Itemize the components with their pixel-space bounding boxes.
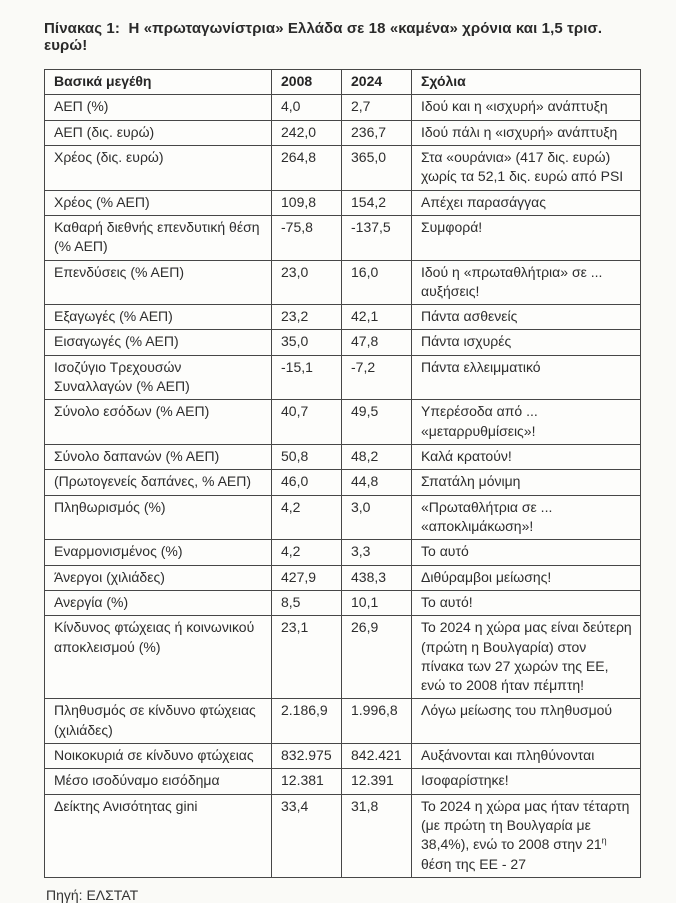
comment-cell: Το αυτό! — [412, 590, 641, 615]
comment-cell: Πάντα ασθενείς — [412, 305, 641, 330]
comment-text-superscript: η — [601, 835, 607, 846]
table-title: Πίνακας 1: Η «πρωταγωνίστρια» Ελλάδα σε 18 «καμένα» χρόνια και 1,5 τρισ. ευρώ! — [44, 20, 607, 54]
comment-text: θέση της ΕΕ - 27 — [421, 855, 526, 872]
metric-label-cell: Χρέος (δις. ευρώ) — [45, 145, 272, 190]
value-2024-cell: 12.391 — [342, 769, 412, 794]
metric-label-cell: (Πρωτογενείς δαπάνες, % ΑΕΠ) — [45, 470, 272, 495]
table-row — [45, 616, 641, 699]
column-header-metrics: Βασικά μεγέθη — [45, 70, 272, 95]
comment-cell: Σπατάλη μόνιμη — [412, 470, 641, 495]
table-row — [45, 445, 641, 470]
comment-cell: Ιδού η «πρωταθλήτρια» σε ... αυξήσεις! — [412, 260, 641, 305]
table-row — [45, 145, 641, 190]
value-2024-cell: 3,3 — [342, 540, 412, 565]
comment-cell — [412, 794, 641, 877]
table-row — [45, 769, 641, 794]
column-header-2024: 2024 — [342, 70, 412, 95]
value-2008-cell: 2.186,9 — [272, 699, 342, 744]
value-2008-cell: 23,2 — [272, 305, 342, 330]
table-row — [45, 699, 641, 744]
value-2008-cell: 33,4 — [272, 794, 342, 877]
value-2024-cell: 26,9 — [342, 616, 412, 699]
value-2024-cell: -7,2 — [342, 355, 412, 400]
value-2008-cell: 4,2 — [272, 495, 342, 540]
metric-label-cell: Εναρμονισμένος (%) — [45, 540, 272, 565]
value-2008-cell: 23,0 — [272, 260, 342, 305]
table-row — [45, 540, 641, 565]
value-2024-cell: 2,7 — [342, 95, 412, 120]
metric-label-cell: Άνεργοι (χιλιάδες) — [45, 565, 272, 590]
comment-cell: Υπερέσοδα από ... «μεταρρυθμίσεις»! — [412, 400, 641, 445]
value-2008-cell: 4,2 — [272, 540, 342, 565]
value-2024-cell: 154,2 — [342, 190, 412, 215]
metric-label-cell: ΑΕΠ (%) — [45, 95, 272, 120]
table-row — [45, 590, 641, 615]
metric-label-cell: ΑΕΠ (δις. ευρώ) — [45, 120, 272, 145]
table-body — [45, 95, 641, 878]
value-2024-cell: 1.996,8 — [342, 699, 412, 744]
metric-label-cell: Πληθωρισμός (%) — [45, 495, 272, 540]
table-row — [45, 400, 641, 445]
value-2024-cell: -137,5 — [342, 215, 412, 260]
metric-label-cell: Χρέος (% ΑΕΠ) — [45, 190, 272, 215]
table-row — [45, 470, 641, 495]
comment-cell: Αυξάνονται και πληθύνονται — [412, 744, 641, 769]
value-2024-cell: 31,8 — [342, 794, 412, 877]
metric-label-cell: Σύνολο εσόδων (% ΑΕΠ) — [45, 400, 272, 445]
value-2008-cell: 242,0 — [272, 120, 342, 145]
value-2008-cell: 46,0 — [272, 470, 342, 495]
table-row — [45, 794, 641, 877]
metric-label-cell: Σύνολο δαπανών (% ΑΕΠ) — [45, 445, 272, 470]
table-row — [45, 495, 641, 540]
comment-cell: Ιδού πάλι η «ισχυρή» ανάπτυξη — [412, 120, 641, 145]
value-2024-cell: 438,3 — [342, 565, 412, 590]
comment-cell: Το αυτό — [412, 540, 641, 565]
comment-cell: Ισοφαρίστηκε! — [412, 769, 641, 794]
value-2024-cell: 842.421 — [342, 744, 412, 769]
table-row — [45, 95, 641, 120]
metric-label-cell: Πληθυσμός σε κίνδυνο φτώχειας (χιλιάδες) — [45, 699, 272, 744]
metric-label-cell: Δείκτης Ανισότητας gini — [45, 794, 272, 877]
value-2008-cell: 832.975 — [272, 744, 342, 769]
table-row — [45, 330, 641, 355]
metric-label-cell: Εισαγωγές (% ΑΕΠ) — [45, 330, 272, 355]
table-row — [45, 190, 641, 215]
metric-label-cell: Καθαρή διεθνής επενδυτική θέση (% ΑΕΠ) — [45, 215, 272, 260]
value-2024-cell: 47,8 — [342, 330, 412, 355]
value-2024-cell: 48,2 — [342, 445, 412, 470]
value-2024-cell: 3,0 — [342, 495, 412, 540]
value-2008-cell: -15,1 — [272, 355, 342, 400]
value-2024-cell: 16,0 — [342, 260, 412, 305]
data-table — [44, 69, 641, 878]
comment-cell: Στα «ουράνια» (417 δις. ευρώ) χωρίς τα 52,1 δις. ευρώ από PSI — [412, 145, 641, 190]
value-2008-cell: 12.381 — [272, 769, 342, 794]
comment-cell: Πάντα ελλειμματικό — [412, 355, 641, 400]
table-row — [45, 355, 641, 400]
comment-cell: Πάντα ισχυρές — [412, 330, 641, 355]
metric-label-cell: Ισοζύγιο Τρεχουσών Συναλλαγών (% ΑΕΠ) — [45, 355, 272, 400]
comment-text: Το 2024 η χώρα μας ήταν τέταρτη (με πρώτη τη Βουλγαρία με 38,4%), ενώ το 2008 στην 21 — [421, 797, 630, 853]
value-2008-cell: 23,1 — [272, 616, 342, 699]
table-row — [45, 260, 641, 305]
value-2008-cell: 264,8 — [272, 145, 342, 190]
table-header — [45, 70, 641, 95]
value-2024-cell: 236,7 — [342, 120, 412, 145]
value-2024-cell: 44,8 — [342, 470, 412, 495]
table-row — [45, 215, 641, 260]
metric-label-cell: Επενδύσεις (% ΑΕΠ) — [45, 260, 272, 305]
comment-cell: Απέχει παρασάγγας — [412, 190, 641, 215]
metric-label-cell: Εξαγωγές (% ΑΕΠ) — [45, 305, 272, 330]
header-row — [45, 70, 641, 95]
value-2024-cell: 42,1 — [342, 305, 412, 330]
value-2008-cell: 40,7 — [272, 400, 342, 445]
comment-cell: Συμφορά! — [412, 215, 641, 260]
column-header-comments: Σχόλια — [412, 70, 641, 95]
comment-cell: Το 2024 η χώρα μας είναι δεύτερη (πρώτη η Βουλγαρία) στον πίνακα των 27 χωρών της ΕΕ, ενώ το 2008 ήταν πέμπτη! — [412, 616, 641, 699]
value-2008-cell: 109,8 — [272, 190, 342, 215]
metric-label-cell: Κίνδυνος φτώχειας ή κοινωνικού αποκλεισμού (%) — [45, 616, 272, 699]
metric-label-cell: Νοικοκυριά σε κίνδυνο φτώχειας — [45, 744, 272, 769]
table-row — [45, 120, 641, 145]
value-2008-cell: 427,9 — [272, 565, 342, 590]
comment-cell: «Πρωταθλήτρια σε ... «αποκλιμάκωση»! — [412, 495, 641, 540]
value-2024-cell: 365,0 — [342, 145, 412, 190]
value-2008-cell: 4,0 — [272, 95, 342, 120]
source-note: Πηγή: ΕΛΣΤΑΤ — [46, 886, 139, 903]
value-2024-cell: 49,5 — [342, 400, 412, 445]
table-row — [45, 565, 641, 590]
comment-cell: Διθύραμβοι μείωσης! — [412, 565, 641, 590]
comment-cell: Ιδού και η «ισχυρή» ανάπτυξη — [412, 95, 641, 120]
metric-label-cell: Ανεργία (%) — [45, 590, 272, 615]
table-row — [45, 305, 641, 330]
column-header-2008: 2008 — [272, 70, 342, 95]
value-2008-cell: -75,8 — [272, 215, 342, 260]
metric-label-cell: Μέσο ισοδύναμο εισόδημα — [45, 769, 272, 794]
table-row — [45, 744, 641, 769]
value-2024-cell: 10,1 — [342, 590, 412, 615]
value-2008-cell: 50,8 — [272, 445, 342, 470]
comment-cell: Καλά κρατούν! — [412, 445, 641, 470]
value-2008-cell: 35,0 — [272, 330, 342, 355]
comment-cell: Λόγω μείωσης του πληθυσμού — [412, 699, 641, 744]
value-2008-cell: 8,5 — [272, 590, 342, 615]
